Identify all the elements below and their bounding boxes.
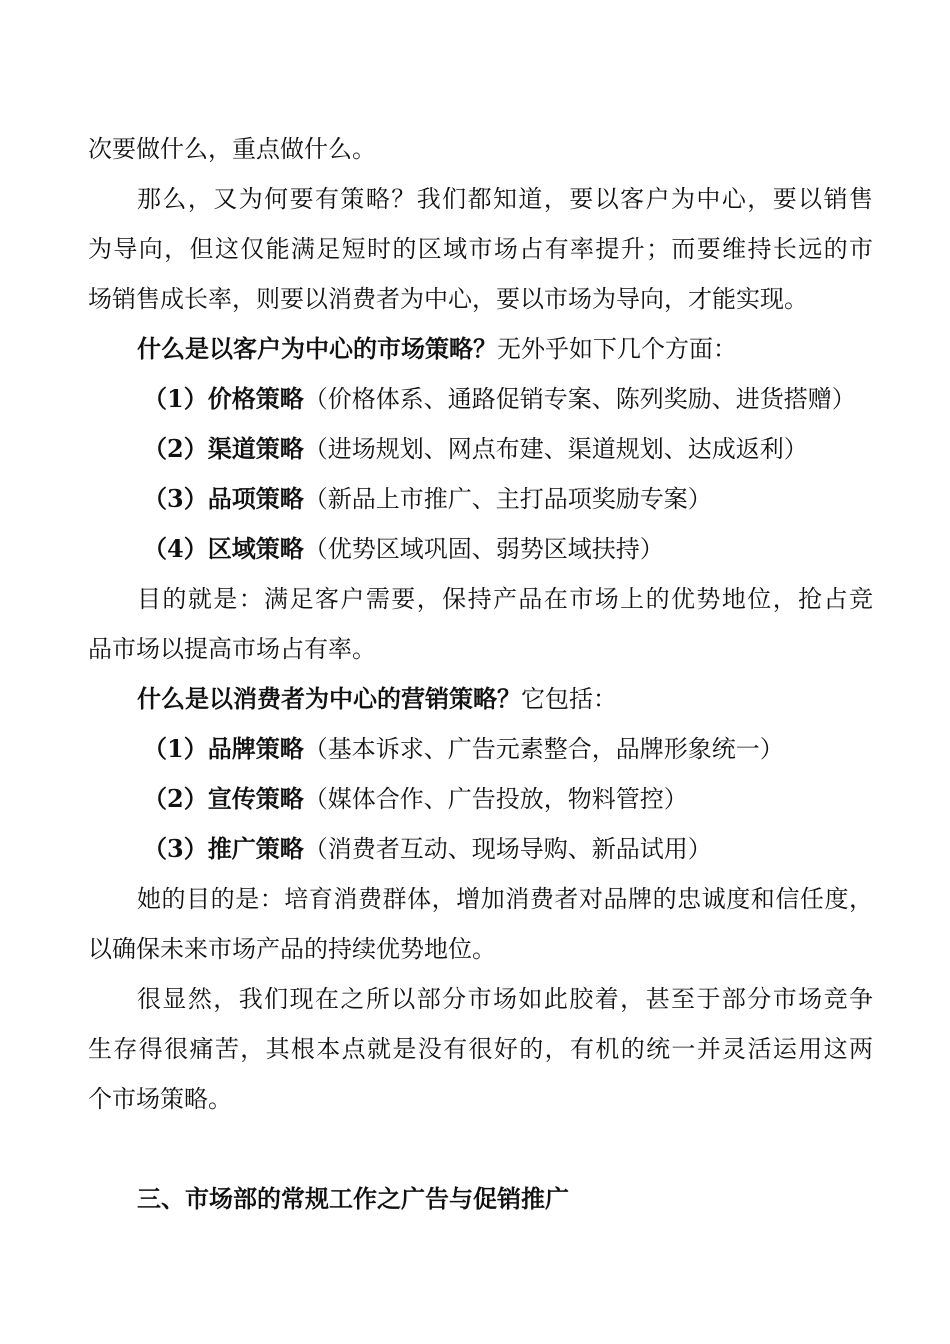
list-item	[143, 834, 712, 864]
list-item-name: 渠道策略	[207, 434, 304, 463]
paragraph-line: 那么，又为何要有策略？我们都知道，要以客户为中心，要以销售	[137, 185, 873, 213]
list-item-number: （3）	[143, 484, 208, 513]
paragraph-line: 品市场以提高市场占有率。	[88, 635, 376, 663]
list-item-detail: （媒体合作、广告投放，物料管控）	[303, 785, 688, 813]
list-item-detail: （进场规划、网点布建、渠道规划、达成返利）	[303, 435, 808, 463]
list-item-number: （2）	[143, 434, 208, 463]
list-item-detail: （价格体系、通路促销专案、陈列奖励、进货搭赠）	[303, 385, 856, 413]
list-item-name: 价格策略	[207, 384, 304, 413]
customer-strategy-question	[137, 334, 737, 364]
list-item-name: 品牌策略	[207, 734, 304, 763]
list-item-detail: （基本诉求、广告元素整合，品牌形象统一）	[303, 735, 784, 763]
list-item	[143, 534, 664, 564]
paragraph-line: 她的目的是：培育消费群体，增加消费者对品牌的忠诚度和信任度，	[137, 885, 873, 913]
list-item	[143, 434, 808, 464]
list-item-detail: （消费者互动、现场导购、新品试用）	[303, 835, 712, 863]
list-item-number: （1）	[143, 734, 208, 763]
list-item	[143, 484, 712, 514]
list-item	[143, 734, 784, 764]
paragraph-line: 很显然，我们现在之所以部分市场如此胶着，甚至于部分市场竞争	[137, 985, 873, 1013]
question-rest: 无外乎如下几个方面：	[497, 335, 737, 363]
section-heading: 三、市场部的常规工作之广告与促销推广	[137, 1184, 569, 1213]
list-item-name: 宣传策略	[207, 784, 304, 813]
list-item-number: （1）	[143, 384, 208, 413]
question-bold: 什么是以消费者为中心的营销策略？	[137, 684, 521, 713]
list-item-number: （3）	[143, 834, 208, 863]
question-rest: 它包括：	[521, 685, 617, 713]
list-item-name: 区域策略	[207, 534, 304, 563]
list-item-detail: （优势区域巩固、弱势区域扶持）	[303, 535, 664, 563]
list-item-detail: （新品上市推广、主打品项奖励专案）	[303, 485, 712, 513]
consumer-strategy-question	[137, 684, 617, 714]
list-item-number: （4）	[143, 534, 208, 563]
paragraph-line: 目的就是：满足客户需要，保持产品在市场上的优势地位，抢占竞	[137, 585, 873, 613]
list-item	[143, 784, 688, 814]
paragraph-line: 为导向，但这仅能满足短时的区域市场占有率提升；而要维持长远的市	[88, 235, 873, 263]
paragraph-line: 场销售成长率，则要以消费者为中心，要以市场为导向，才能实现。	[88, 285, 808, 313]
question-bold: 什么是以客户为中心的市场策略？	[137, 334, 497, 363]
paragraph-line: 以确保未来市场产品的持续优势地位。	[88, 935, 496, 963]
list-item-name: 推广策略	[207, 834, 304, 863]
list-item-name: 品项策略	[207, 484, 304, 513]
paragraph-line: 生存得很痛苦，其根本点就是没有很好的，有机的统一并灵活运用这两	[88, 1035, 873, 1063]
paragraph-line: 次要做什么，重点做什么。	[88, 135, 376, 163]
list-item	[143, 384, 856, 414]
list-item-number: （2）	[143, 784, 208, 813]
paragraph-line: 个市场策略。	[88, 1085, 232, 1113]
